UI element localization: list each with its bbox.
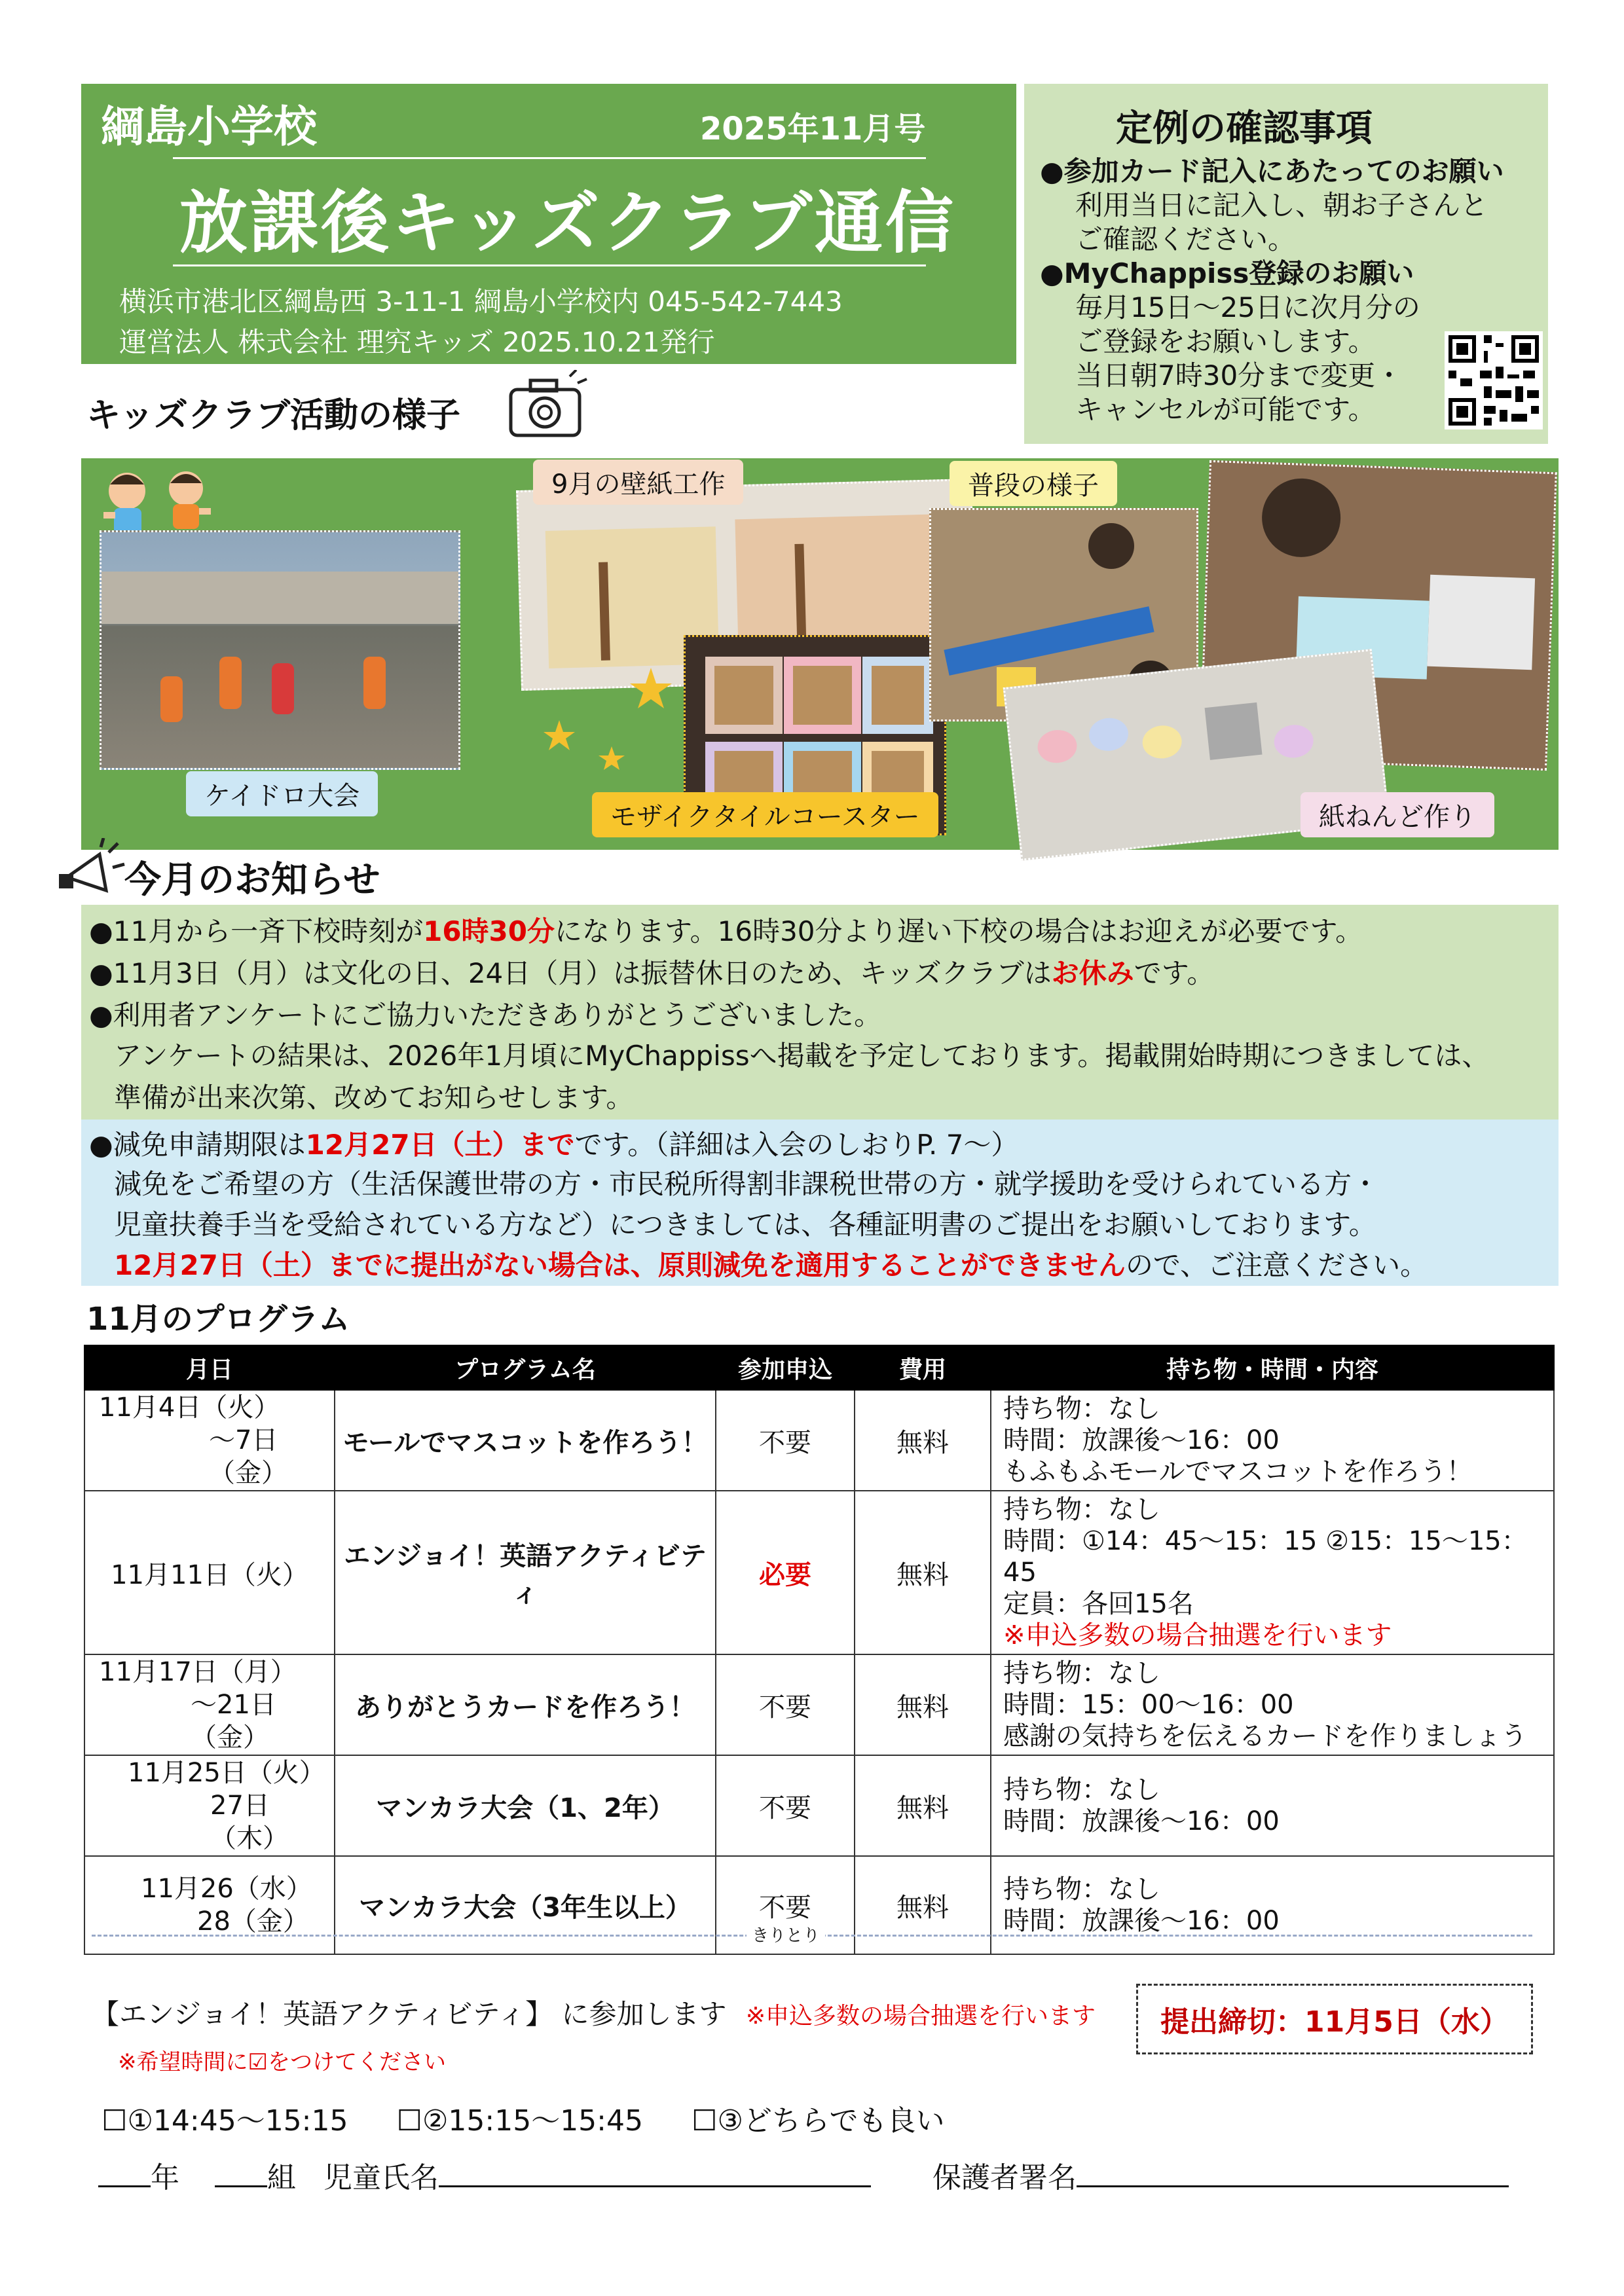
notice-text: ●11月3日（月）は文化の日、24日（月）は振替休日のため、キッズクラブは — [89, 957, 1052, 989]
regular-item-text: キャンセルが可能です。 — [1075, 393, 1376, 426]
table-header-row — [84, 1345, 1554, 1390]
date-start: 11月17日（月） — [99, 1657, 297, 1687]
fee-cell: 無料 — [855, 1755, 991, 1856]
date-start: 11月11日（火） — [111, 1559, 308, 1590]
regular-item-text: ご登録をお願いします。 — [1075, 325, 1376, 357]
caption-clay: 紙ねんど作り — [1301, 792, 1494, 837]
program-table — [84, 1345, 1555, 1955]
class-label: 組 — [267, 2161, 296, 2195]
notice-text: になります。16時30分より遅い下校の場合はお迎えが必要です。 — [555, 915, 1363, 947]
notice-text: 準備が出来次第、改めてお知らせします。 — [114, 1082, 634, 1114]
megaphone-icon — [54, 838, 126, 910]
date-end: ～7日（金） — [209, 1425, 287, 1488]
lottery-note: ※申込多数の場合抽選を行います — [745, 2003, 1096, 2030]
program-title: 11月のプログラム — [86, 1301, 350, 1338]
program-name: ありがとうカードを作ろう！ — [335, 1654, 716, 1755]
table-row — [84, 1755, 1554, 1856]
detail-line: もふもふモールでマスコットを作ろう！ — [1003, 1457, 1473, 1487]
table-row — [84, 1491, 1554, 1654]
detail-line: 時間：放課後～16：00 — [1003, 1906, 1280, 1936]
apply-cell: 不要 — [716, 1654, 855, 1755]
fee-cell: 無料 — [855, 1390, 991, 1491]
regular-notes-heading: 定例の確認事項 — [1116, 107, 1373, 150]
notice-title: 今月のお知らせ — [124, 859, 380, 902]
apply-cell: 不要 — [716, 1390, 855, 1491]
option-checkbox-1[interactable]: ☐①14:45～15:15 — [101, 2104, 348, 2138]
notice-text: アンケートの結果は、2026年1月頃にMyChappissへ掲載を予定しております。掲載開始時期につきましては、 — [114, 1040, 1490, 1072]
divider — [173, 264, 926, 266]
date-end: ～21日（金） — [191, 1690, 276, 1753]
detail-cell — [991, 1654, 1554, 1755]
date-start: 11月26（水） — [141, 1874, 312, 1904]
program-name: エンジョイ！英語アクティビティ — [335, 1491, 716, 1654]
detail-line: 持ち物：なし — [1003, 1775, 1160, 1805]
divider — [173, 157, 926, 159]
cut-label: きりとり — [747, 1922, 825, 1946]
issue-date: 2025年11月号 — [700, 111, 926, 147]
detail-cell — [991, 1491, 1554, 1654]
deadline-text: 提出締切：11月5日（水） — [1160, 2005, 1509, 2039]
notice-item — [89, 910, 1363, 949]
detail-line: 時間：①14：45～15：15 ②15：15～15：45 — [1003, 1526, 1528, 1588]
slip-participation-line — [92, 1993, 1096, 2032]
detail-line: 持ち物：なし — [1003, 1658, 1160, 1688]
detail-line: 時間：放課後～16：00 — [1003, 1425, 1280, 1455]
program-name: マンカラ大会（3年生以上） — [335, 1856, 716, 1954]
date-end: 27日（木） — [210, 1791, 289, 1853]
slip-text: 【エンジョイ！英語アクティビティ】 に参加します — [92, 1998, 727, 2030]
grade-field[interactable] — [98, 2159, 151, 2187]
caption-usual: 普段の様子 — [950, 461, 1117, 506]
date-cell — [84, 1654, 335, 1755]
apply-cell: 必要 — [716, 1491, 855, 1654]
date-start: 11月4日（火） — [99, 1393, 280, 1423]
regular-item-text: 当日朝7時30分まで変更・ — [1075, 359, 1403, 392]
detail-line: 時間：15：00～16：00 — [1003, 1690, 1294, 1720]
grade-label: 年 — [151, 2161, 179, 2195]
notice-text: 児童扶養手当を受給されている方など）につきましては、各種証明書のご提出をお願いしております。 — [114, 1209, 1376, 1241]
notice-item — [114, 1244, 1428, 1283]
table-row — [84, 1654, 1554, 1755]
lottery-note: ※申込多数の場合抽選を行います — [1003, 1620, 1392, 1650]
notice-highlight: お休み — [1051, 957, 1134, 989]
column-header: プログラム名 — [335, 1345, 716, 1390]
notice-text: です。（詳細は入会のしおりP. 7～） — [574, 1129, 1019, 1161]
notice-highlight: 12月27日（土）までに提出がない場合は、原則減免を適用することができません — [114, 1249, 1126, 1281]
notice-text: ので、ご注意ください。 — [1125, 1249, 1428, 1281]
detail-line: 持ち物：なし — [1003, 1394, 1160, 1424]
activity-title: キッズクラブ活動の様子 — [86, 396, 460, 435]
guardian-label: 保護者署名 — [932, 2161, 1077, 2195]
address: 横浜市港北区綱島西 3-11-1 綱島小学校内 045-542-7443 — [119, 285, 843, 318]
notice-highlight: 12月27日（土）まで — [305, 1129, 575, 1161]
detail-line: 持ち物：なし — [1003, 1495, 1160, 1525]
school-name: 綱島小学校 — [101, 101, 317, 152]
fee-cell: 無料 — [855, 1654, 991, 1755]
option-checkbox-2[interactable]: ☐②15:15～15:45 — [396, 2104, 643, 2138]
notice-text: ●11月から一斉下校時刻が — [89, 915, 424, 947]
notice-blue-box — [81, 1120, 1559, 1286]
deadline-box — [1136, 1984, 1533, 2054]
apply-cell: 不要 — [716, 1755, 855, 1856]
regular-notes-box — [1024, 84, 1548, 444]
notice-text: です。 — [1134, 957, 1215, 989]
column-header: 費用 — [855, 1345, 991, 1390]
operator: 運営法人 株式会社 理究キッズ 2025.10.21発行 — [119, 326, 715, 358]
photo-collage — [81, 458, 1559, 850]
header-banner — [81, 84, 1016, 364]
regular-item-text: 毎月15日～25日に次月分の — [1075, 291, 1420, 323]
date-cell — [84, 1856, 335, 1954]
program-name: マンカラ大会（1、2年） — [335, 1755, 716, 1856]
guardian-signature-field[interactable] — [1077, 2159, 1509, 2187]
qr-code-icon[interactable] — [1445, 331, 1543, 429]
notice-text: ●減免申請期限は — [89, 1129, 306, 1161]
check-note: ※希望時間に☑をつけてください — [118, 2049, 446, 2075]
notice-item: ●利用者アンケートにご協力いただきありがとうございました。 — [89, 999, 882, 1031]
apply-cell: 不要 — [716, 1856, 855, 1954]
caption-mosaic: モザイクタイルコースター — [592, 792, 938, 837]
star-decoration-icon — [533, 661, 677, 779]
child-name-field[interactable] — [439, 2159, 871, 2187]
regular-item-title: ●参加カード記入にあたってのお願い — [1040, 155, 1504, 187]
notice-text: 減免をご希望の方（生活保護世帯の方・市民税所得割非課税世帯の方・就学援助を受けられている方・ — [114, 1168, 1380, 1200]
column-header: 月日 — [84, 1345, 335, 1390]
date-cell — [84, 1390, 335, 1491]
caption-wallpaper: 9月の壁紙工作 — [533, 460, 743, 505]
date-cell — [84, 1755, 335, 1856]
newsletter-title: 放課後キッズクラブ通信 — [179, 183, 956, 263]
notice-highlight: 16時30分 — [423, 915, 555, 947]
detail-cell — [991, 1856, 1554, 1954]
date-start: 11月25日（火） — [128, 1758, 325, 1788]
detail-line: 持ち物：なし — [1003, 1874, 1160, 1904]
detail-cell — [991, 1390, 1554, 1491]
detail-cell — [991, 1755, 1554, 1856]
column-header: 持ち物・時間・内容 — [991, 1345, 1554, 1390]
regular-item-title: ●MyChappiss登録のお願い — [1040, 257, 1414, 289]
notice-item — [89, 952, 1214, 991]
table-row — [84, 1390, 1554, 1491]
detail-line: 時間：放課後～16：00 — [1003, 1806, 1280, 1836]
child-name-label: 児童氏名 — [323, 2161, 439, 2195]
regular-item-text: ご確認ください。 — [1075, 223, 1296, 255]
notice-green-box — [81, 905, 1559, 1120]
column-header: 参加申込 — [716, 1345, 855, 1390]
photo-keidoro — [100, 530, 460, 770]
time-options — [101, 2097, 944, 2139]
program-name: モールでマスコットを作ろう！ — [335, 1390, 716, 1491]
date-cell — [84, 1491, 335, 1654]
caption-keidoro: ケイドロ大会 — [186, 771, 378, 816]
camera-icon — [504, 370, 589, 442]
signature-line — [98, 2154, 1509, 2196]
detail-line: 感謝の気持ちを伝えるカードを作りましょう — [1003, 1721, 1527, 1751]
detail-line: 定員：各回15名 — [1003, 1589, 1194, 1619]
notice-item — [89, 1123, 1018, 1163]
option-checkbox-3[interactable]: ☐③どちらでも良い — [692, 2104, 945, 2138]
class-field[interactable] — [215, 2159, 267, 2187]
regular-item-text: 利用当日に記入し、朝お子さんと — [1075, 189, 1488, 221]
date-end: 28（金） — [197, 1906, 309, 1937]
fee-cell: 無料 — [855, 1491, 991, 1654]
fee-cell: 無料 — [855, 1856, 991, 1954]
